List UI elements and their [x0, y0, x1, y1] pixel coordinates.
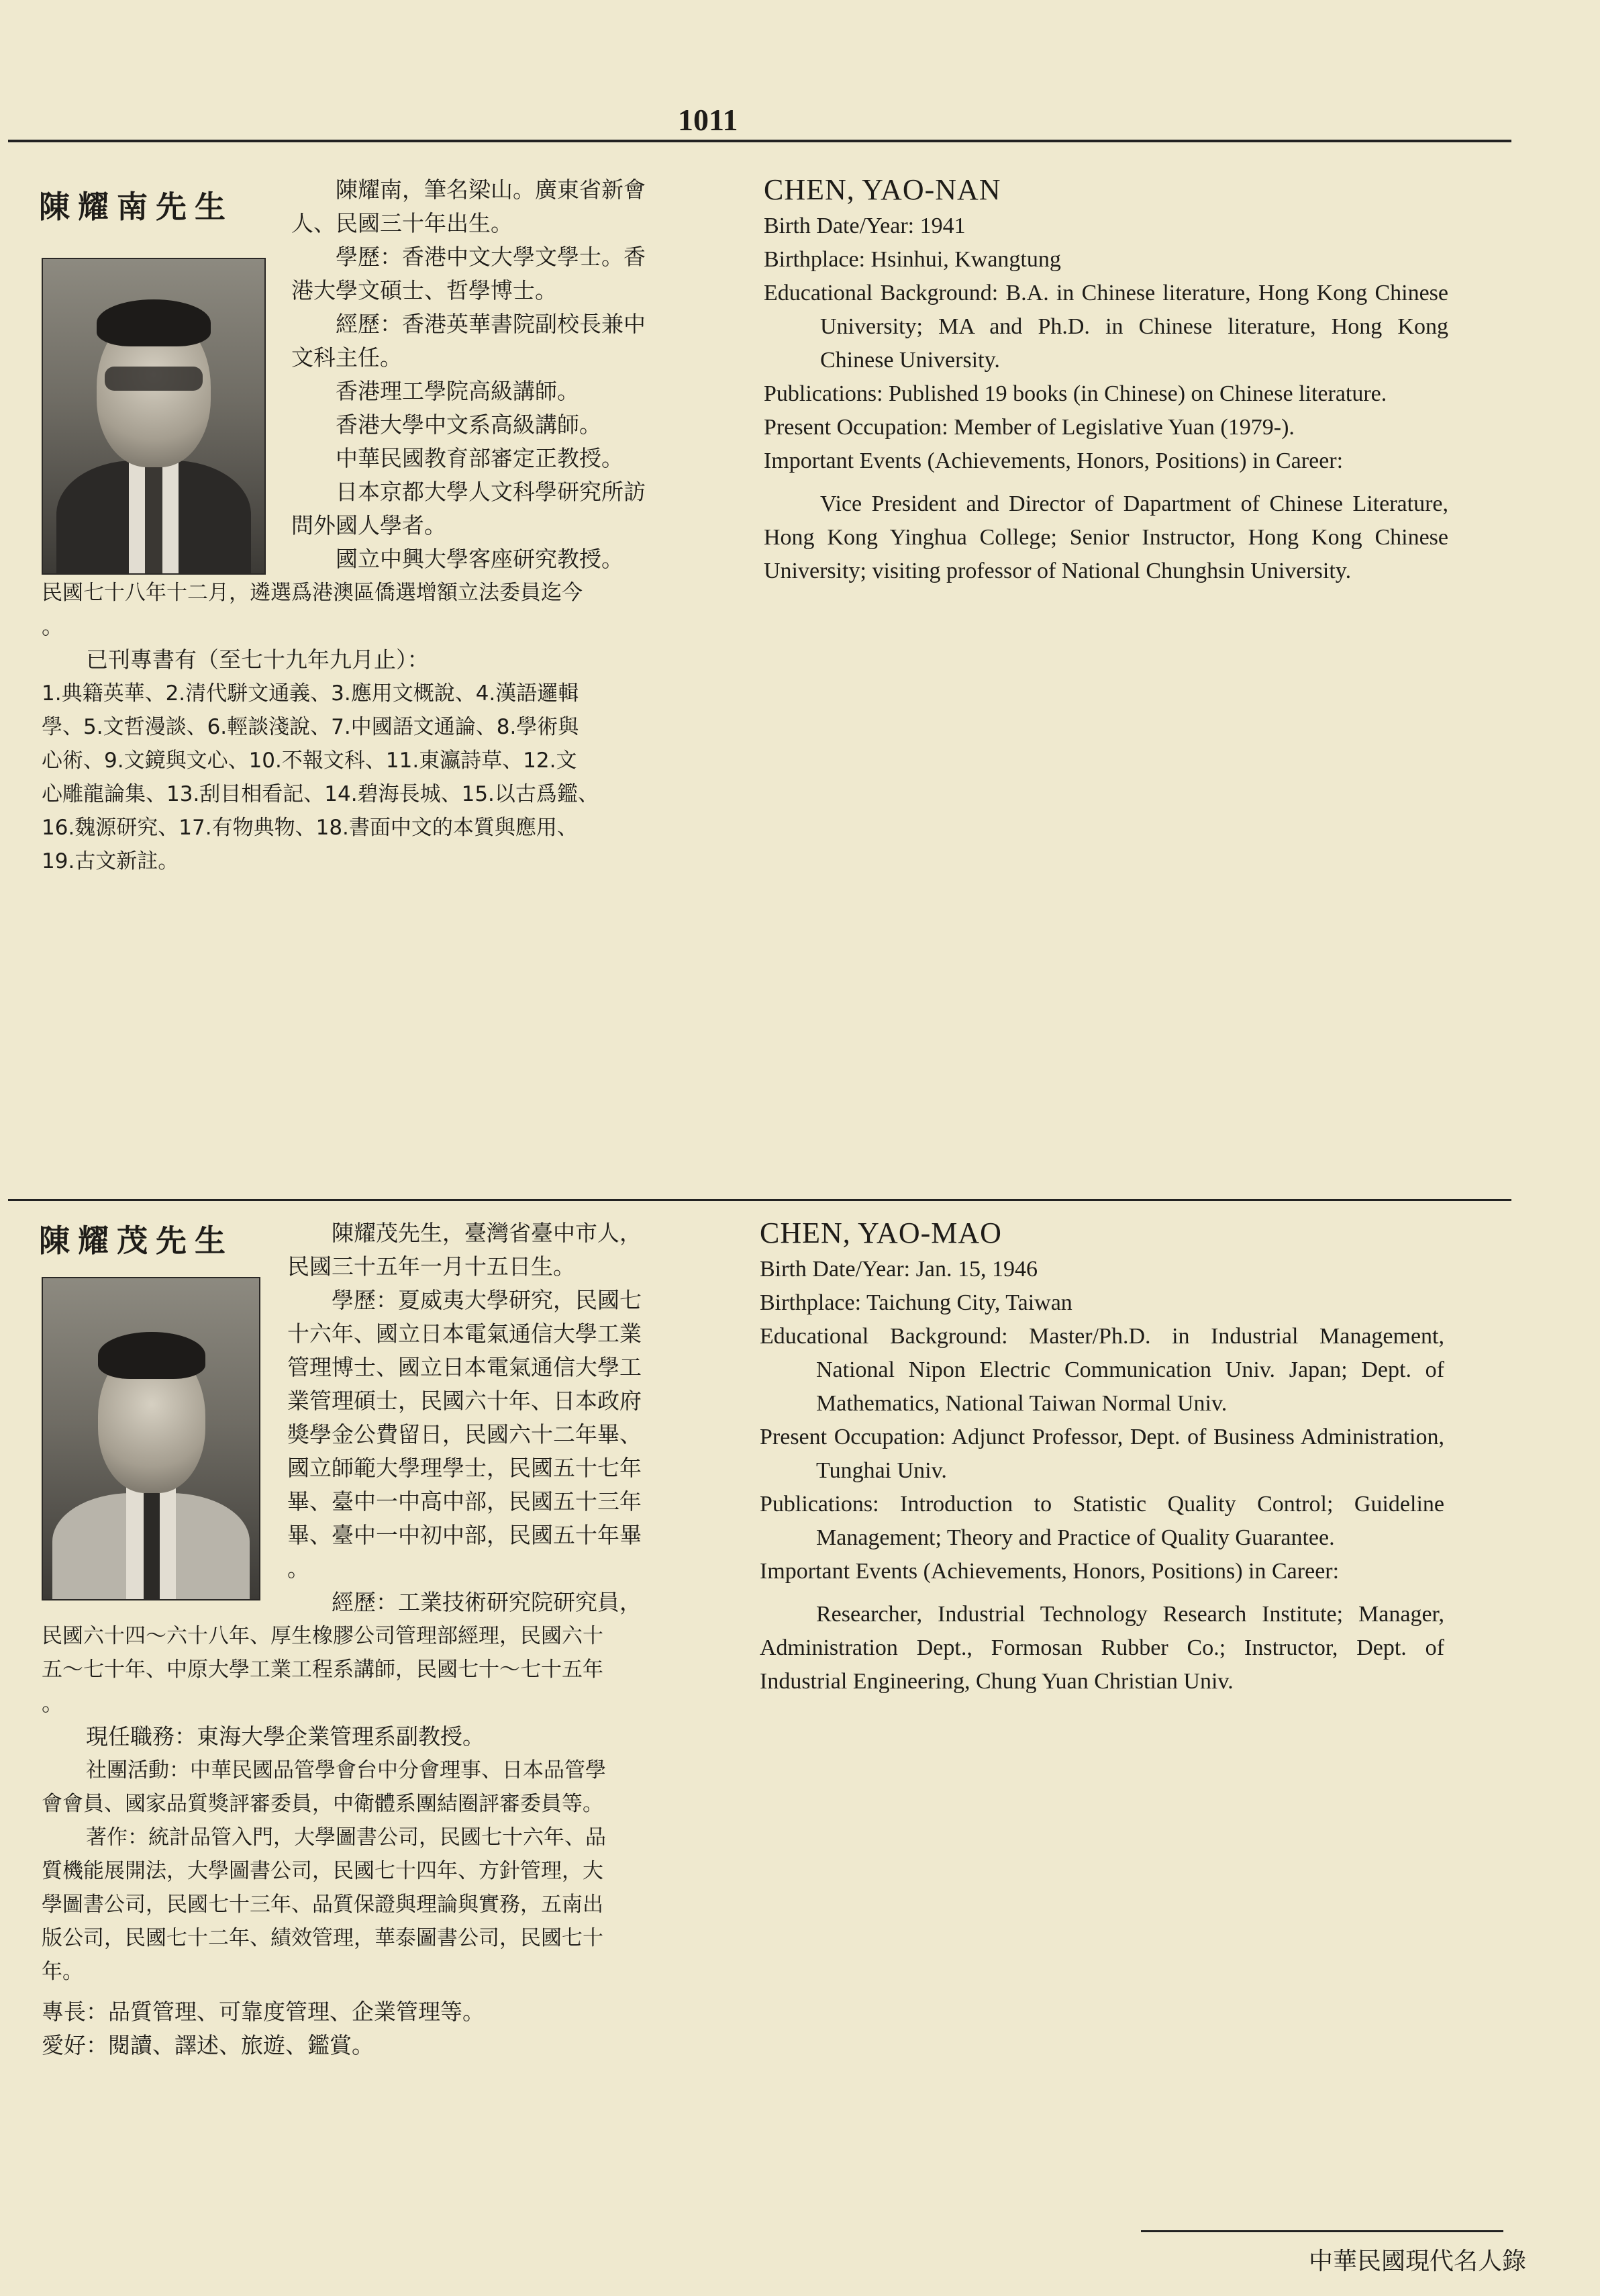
cn-bio-line: 畢、臺中一中初中部，民國五十年畢 [287, 1522, 642, 1548]
cn-name: 陳耀茂先生 [39, 1223, 234, 1259]
cn-bio-line: 陳耀茂先生，臺灣省臺中市人， [332, 1220, 642, 1246]
en-field: Educational Background: Master/Ph.D. in Industrial Management, National Nipon Electric Communication Univ. Japan; Dept. of Mathematics, National Taiwan Normal Univ. [760, 1324, 1444, 1416]
en-name: CHEN, YAO-NAN [764, 173, 1001, 206]
en-field: Birthplace: Taichung City, Taiwan [760, 1290, 1072, 1315]
cn-bio-line: 香港大學中文系高級講師。 [336, 412, 601, 438]
cn-bio-line: 學、5.文哲漫談、6.輕談淺說、7.中國語文通論、8.學術與 [42, 715, 579, 739]
cn-bio-line: 現任職務：東海大學企業管理系副教授。 [86, 1723, 485, 1750]
cn-bio-line: 十六年、國立日本電氣通信大學工業 [287, 1321, 642, 1347]
cn-bio-line: 學歷：夏威夷大學研究，民國七 [332, 1287, 642, 1313]
cn-bio-line: 著作：統計品管入門，大學圖書公司，民國七十六年、品 [86, 1825, 606, 1850]
cn-bio-line: 1.典籍英華、2.清代駢文通義、3.應用文概說、4.漢語邏輯 [42, 681, 579, 706]
cn-bio-line: 日本京都大學人文科學研究所訪 [336, 479, 646, 505]
cn-bio-line: 民國七十八年十二月，遴選爲港澳區僑選增額立法委員迄今 [42, 581, 583, 605]
en-field: Present Occupation: Adjunct Professor, Dept. of Business Administration, Tunghai Univ. [760, 1425, 1444, 1483]
cn-name: 陳耀南先生 [39, 189, 234, 225]
cn-bio-line: 國立中興大學客座研究教授。 [336, 546, 623, 572]
footer-title: 中華民國現代名人錄 [1308, 2248, 1526, 2275]
cn-bio-line: 五～七十年、中原大學工業工程系講師，民國七十～七十五年 [42, 1658, 603, 1682]
cn-bio-line: 香港理工學院高級講師。 [336, 378, 579, 404]
cn-bio-line: 。 [287, 1556, 309, 1582]
cn-bio-line: 業管理碩士，民國六十年、日本政府 [287, 1388, 642, 1414]
cn-bio-line: 學歷：香港中文大學文學士。香 [336, 244, 646, 270]
middle-rule [8, 1199, 1511, 1201]
en-career: Vice President and Director of Dapartment of Chinese Literature, Hong Kong Yinghua College; Senior Instructor, Hong Kong Chinese University; visiting professor of National Chunghsin University. [764, 491, 1448, 583]
cn-bio-line: 心術、9.文鏡與文心、10.不報文科、11.東瀛詩草、12.文 [42, 749, 577, 773]
en-field: Publications: Published 19 books (in Chinese) on Chinese literature. [764, 381, 1387, 406]
cn-bio-line: 經歷：工業技術研究院研究員， [332, 1589, 642, 1615]
en-career: Researcher, Industrial Technology Research Institute; Manager, Administration Dept., Formosan Rubber Co.; Instructor, Dept. of Industrial Engineering, Chung Yuan Christian Univ. [760, 1602, 1444, 1694]
top-rule [8, 140, 1511, 142]
cn-bio-line: 年。 [42, 1960, 83, 1984]
cn-bio-line: 經歷：香港英華書院副校長兼中 [336, 311, 646, 337]
cn-biography [42, 1216, 699, 2062]
cn-bio-line: 民國六十四～六十八年、厚生橡膠公司管理部經理，民國六十 [42, 1624, 603, 1648]
cn-bio-line: 版公司，民國七十二年、績效管理，華泰圖書公司，民國七十 [42, 1926, 603, 1950]
en-field: Educational Background: B.A. in Chinese literature, Hong Kong Chinese University; MA and Ph.D. in Chinese literature, Hong Kong Chinese University. [764, 281, 1448, 373]
cn-bio-line: 國立師範大學理學士，民國五十七年 [287, 1455, 642, 1481]
cn-bio-line: 專長：品質管理、可靠度管理、企業管理等。 [42, 1999, 485, 2025]
en-biography [764, 173, 1448, 588]
cn-bio-line: 中華民國教育部審定正教授。 [336, 445, 623, 471]
cn-bio-line: 質機能展開法，大學圖書公司，民國七十四年、方針管理，大 [42, 1859, 603, 1883]
cn-bio-line: 19.古文新註。 [42, 849, 179, 873]
en-field: Birth Date/Year: 1941 [764, 213, 966, 238]
en-field: Present Occupation: Member of Legislative Yuan (1979-). [764, 415, 1295, 440]
cn-bio-line: 人、民國三十年出生。 [291, 210, 513, 236]
cn-bio-line: 港大學文碩士、哲學博士。 [291, 277, 557, 303]
cn-bio-line: 問外國人學者。 [291, 512, 446, 538]
cn-bio-line: 已刊專書有（至七十九年九月止）： [86, 647, 430, 673]
cn-bio-line: 16.魏源研究、17.有物典物、18.書面中文的本質與應用、 [42, 816, 578, 840]
bottom-rule [1141, 2230, 1503, 2232]
cn-bio-line: 會會員、國家品質獎評審委員，中衛體系團結圈評審委員等。 [42, 1792, 603, 1816]
cn-bio-line: 心雕龍論集、13.刮目相看記、14.碧海長城、15.以古爲鑑、 [42, 782, 599, 806]
en-biography [760, 1216, 1444, 1699]
cn-bio-line: 文科主任。 [291, 344, 402, 371]
cn-bio-line: 管理博士、國立日本電氣通信大學工 [287, 1354, 642, 1380]
cn-bio-line: 。 [42, 613, 64, 639]
cn-bio-line: 愛好：閱讀、譯述、旅遊、鑑賞。 [42, 2032, 374, 2058]
en-field: Birthplace: Hsinhui, Kwangtung [764, 247, 1061, 272]
cn-bio-line: 學圖書公司，民國七十三年、品質保證與理論與實務，五南出 [42, 1893, 603, 1917]
en-name: CHEN, YAO-MAO [760, 1216, 1002, 1249]
en-field: Birth Date/Year: Jan. 15, 1946 [760, 1257, 1038, 1282]
en-field: Important Events (Achievements, Honors, Positions) in Career: [760, 1559, 1340, 1584]
page-number: 1011 [678, 103, 738, 137]
en-field: Important Events (Achievements, Honors, Positions) in Career: [764, 448, 1344, 473]
cn-bio-line: 。 [42, 1690, 64, 1716]
cn-biography [42, 173, 699, 878]
cn-bio-line: 民國三十五年一月十五日生。 [287, 1253, 575, 1280]
cn-bio-line: 獎學金公費留日，民國六十二年畢、 [287, 1421, 642, 1447]
cn-bio-line: 社團活動：中華民國品管學會台中分會理事、日本品管學 [86, 1758, 606, 1782]
cn-bio-line: 陳耀南，筆名梁山。廣東省新會 [336, 177, 646, 203]
cn-bio-line: 畢、臺中一中高中部，民國五十三年 [287, 1488, 642, 1515]
en-field: Publications: Introduction to Statistic Quality Control; Guideline Management; Theory and Practice of Quality Guarantee. [760, 1492, 1444, 1550]
